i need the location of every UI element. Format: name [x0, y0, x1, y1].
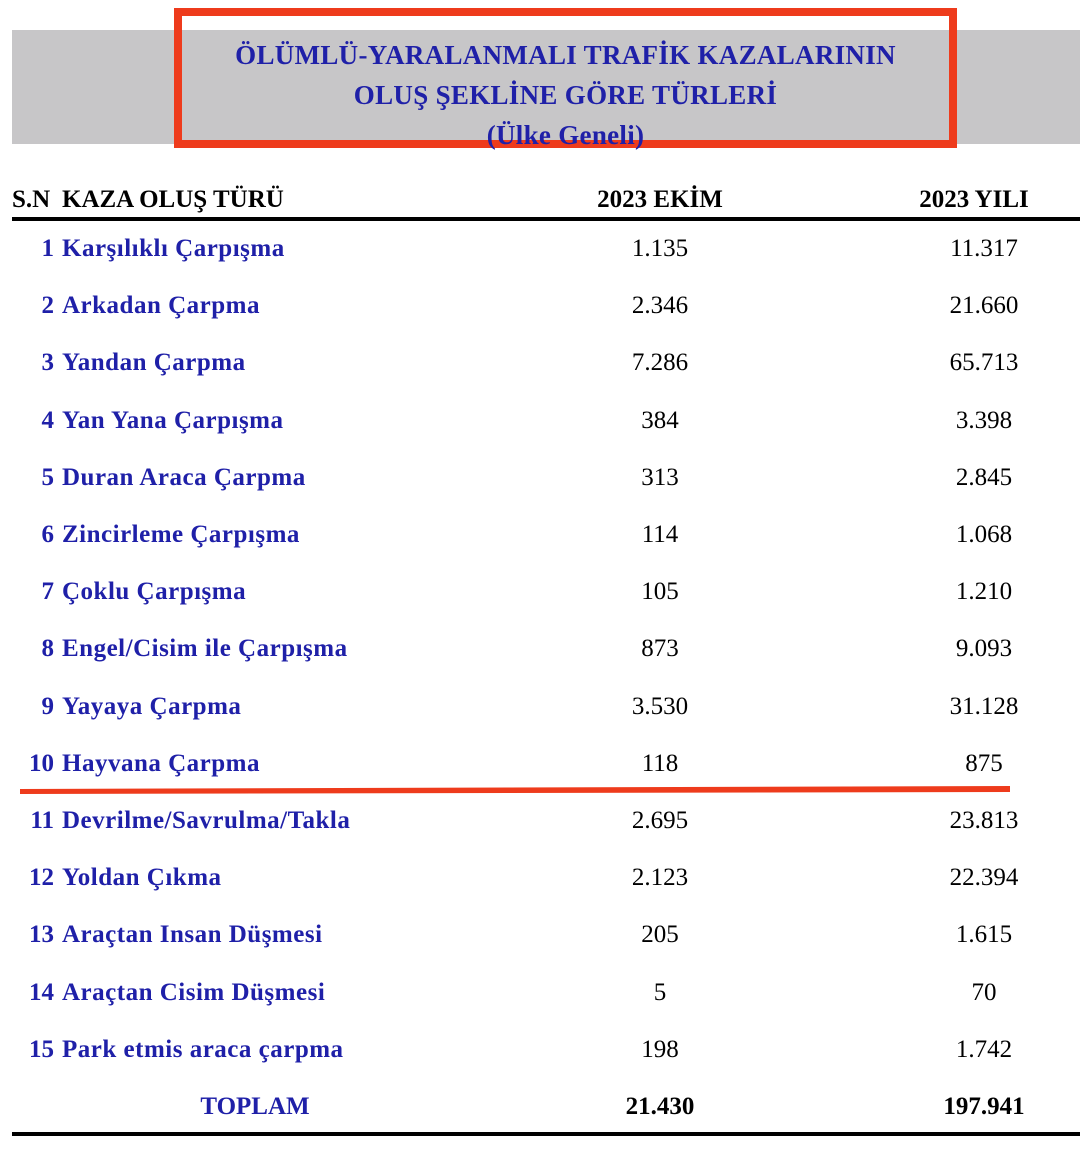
row-year-value: 875: [965, 749, 1003, 777]
row-sn: 8: [41, 635, 54, 663]
row-month-value: 105: [641, 578, 679, 606]
table-row: [0, 349, 1080, 389]
row-month-value: 5: [653, 978, 667, 1006]
row-month-value: 118: [641, 749, 679, 777]
row-sn: 2: [41, 292, 54, 320]
red-highlight-underline: [20, 784, 1010, 796]
title-highlight-box: [174, 8, 957, 148]
row-accident-type: Arkadan Çarpma: [62, 292, 260, 320]
table-row: [0, 1036, 1080, 1076]
row-month-value: 2.346: [631, 292, 689, 320]
row-accident-type: Duran Araca Çarpma: [62, 463, 306, 491]
total-year-value: 197.941: [943, 1093, 1025, 1120]
row-year-value: 9.093: [955, 635, 1013, 663]
row-month-value: 7.286: [631, 349, 689, 377]
table-row: [0, 464, 1080, 504]
header-sn: S.N: [12, 186, 51, 213]
table-row: [0, 635, 1080, 675]
row-accident-type: Karşılıklı Çarpışma: [62, 235, 285, 262]
header-type: KAZA OLUŞ TÜRÜ: [62, 186, 284, 213]
row-sn: 3: [41, 349, 54, 377]
row-sn: 1: [41, 235, 54, 262]
table-row: [0, 578, 1080, 618]
row-month-value: 2.695: [631, 807, 689, 834]
row-month-value: 2.123: [631, 864, 689, 892]
row-sn: 15: [29, 1035, 54, 1063]
row-year-value: 21.660: [949, 292, 1019, 320]
row-month-value: 198: [641, 1035, 679, 1063]
row-sn: 12: [29, 864, 54, 892]
table-row: [0, 693, 1080, 733]
row-sn: 7: [41, 578, 54, 606]
row-sn: 6: [41, 521, 54, 548]
row-sn: 5: [41, 463, 54, 491]
table-row: [0, 921, 1080, 961]
table-row: [0, 292, 1080, 332]
row-accident-type: Zincirleme Çarpışma: [62, 521, 300, 548]
total-row: [0, 1093, 1080, 1133]
header-year: 2023 YILI: [919, 186, 1029, 213]
row-sn: 14: [29, 978, 54, 1006]
row-sn: 4: [41, 406, 54, 434]
row-accident-type: Yandan Çarpma: [62, 349, 246, 377]
row-month-value: 873: [641, 635, 679, 663]
row-year-value: 70: [971, 978, 997, 1006]
row-sn: 9: [41, 692, 54, 720]
row-year-value: 11.317: [950, 235, 1018, 262]
table-row: [0, 807, 1080, 847]
table-row: [0, 235, 1080, 275]
row-year-value: 23.813: [949, 807, 1019, 834]
row-year-value: 2.845: [955, 463, 1013, 491]
row-year-value: 31.128: [949, 692, 1019, 720]
table-row: [0, 979, 1080, 1019]
row-month-value: 114: [641, 521, 679, 548]
row-year-value: 1.210: [955, 578, 1013, 606]
row-month-value: 384: [641, 406, 679, 434]
row-accident-type: Devrilme/Savrulma/Takla: [62, 807, 351, 834]
row-accident-type: Çoklu Çarpışma: [62, 578, 247, 606]
row-sn: 13: [29, 921, 54, 949]
row-year-value: 65.713: [949, 349, 1019, 377]
header-month: 2023 EKİM: [597, 186, 723, 213]
total-month-value: 21.430: [625, 1093, 695, 1120]
table-row: [0, 864, 1080, 904]
row-month-value: 313: [641, 463, 679, 491]
row-sn: 10: [29, 749, 54, 777]
row-month-value: 1.135: [631, 235, 689, 262]
table-row: [0, 407, 1080, 447]
row-accident-type: Araçtan Cisim Düşmesi: [62, 978, 326, 1006]
row-month-value: 3.530: [631, 692, 689, 720]
title-line-2: OLUŞ ŞEKLİNE GÖRE TÜRLERİ: [353, 80, 778, 110]
header-rule: [12, 217, 1080, 221]
row-accident-type: Hayvana Çarpma: [62, 749, 260, 777]
title-line-3: (Ülke Geneli): [486, 120, 645, 150]
row-accident-type: Park etmis araca çarpma: [62, 1035, 344, 1063]
row-accident-type: Yoldan Çıkma: [62, 864, 222, 892]
total-label: TOPLAM: [200, 1093, 310, 1120]
row-accident-type: Yan Yana Çarpışma: [62, 406, 284, 434]
row-year-value: 1.742: [955, 1035, 1013, 1063]
row-year-value: 1.615: [955, 921, 1013, 949]
row-accident-type: Yayaya Çarpma: [62, 692, 242, 720]
row-sn: 11: [30, 807, 54, 834]
row-accident-type: Araçtan Insan Düşmesi: [62, 921, 323, 949]
table-row: [0, 521, 1080, 561]
row-year-value: 22.394: [949, 864, 1019, 892]
row-year-value: 3.398: [955, 406, 1013, 434]
row-month-value: 205: [641, 921, 679, 949]
footer-rule: [12, 1132, 1080, 1136]
row-year-value: 1.068: [955, 521, 1013, 548]
row-accident-type: Engel/Cisim ile Çarpışma: [62, 635, 348, 663]
table-header: [0, 182, 1080, 218]
title-line-1: ÖLÜMLÜ-YARALANMALI TRAFİK KAZALARININ: [235, 40, 896, 70]
